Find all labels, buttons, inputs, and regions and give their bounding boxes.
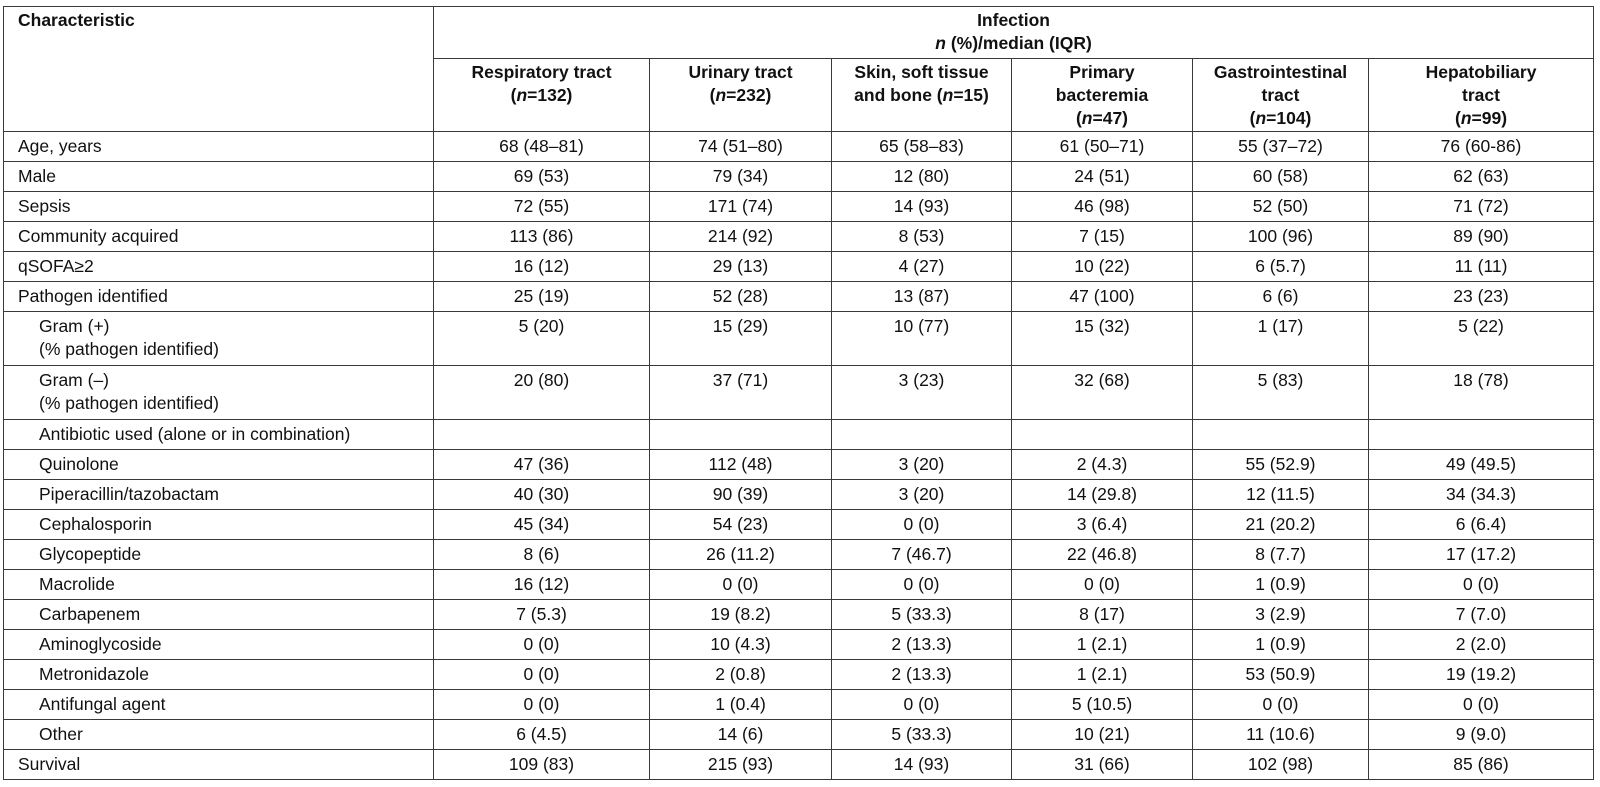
table-row (4, 690, 1594, 720)
table-row (4, 282, 1594, 312)
table-cell: 0 (0) (434, 690, 650, 720)
table-body (4, 132, 1594, 780)
table-cell: 3 (20) (832, 450, 1012, 480)
table-cell: 45 (34) (434, 510, 650, 540)
row-label (4, 132, 434, 162)
table-cell: 54 (23) (650, 510, 832, 540)
row-label-text: Gram (–) (39, 370, 109, 390)
column-header-skin-soft-tissue-bone: Skin, soft tissue and bone (n=15) (832, 59, 1012, 132)
table-cell: 1 (2.1) (1012, 660, 1193, 690)
table-cell: 5 (33.3) (832, 600, 1012, 630)
table-cell: 17 (17.2) (1369, 540, 1594, 570)
row-label-text: Other (39, 724, 83, 744)
table-cell: 5 (33.3) (832, 720, 1012, 750)
table-cell: 74 (51–80) (650, 132, 832, 162)
row-label-text: Antibiotic used (alone or in combination) (39, 424, 351, 444)
table-cell: 10 (4.3) (650, 630, 832, 660)
row-label-text: Metronidazole (39, 664, 149, 684)
table-cell: 79 (34) (650, 162, 832, 192)
table-cell: 7 (46.7) (832, 540, 1012, 570)
table-cell: 171 (74) (650, 192, 832, 222)
table-cell: 0 (0) (832, 570, 1012, 600)
table-cell: 6 (6.4) (1369, 510, 1594, 540)
table-cell: 0 (0) (832, 690, 1012, 720)
table-cell: 52 (50) (1193, 192, 1369, 222)
table-row (4, 600, 1594, 630)
column-header-primary-bacteremia: Primary bacteremia (n=47) (1012, 59, 1193, 132)
row-label (4, 420, 434, 450)
table-cell: 5 (20) (434, 312, 650, 366)
table-cell: 215 (93) (650, 750, 832, 780)
table-cell: 0 (0) (1193, 690, 1369, 720)
table-cell: 31 (66) (1012, 750, 1193, 780)
table-cell: 2 (4.3) (1012, 450, 1193, 480)
table-cell: 55 (52.9) (1193, 450, 1369, 480)
table-cell: 6 (5.7) (1193, 252, 1369, 282)
table-cell: 62 (63) (1369, 162, 1594, 192)
table-cell: 13 (87) (832, 282, 1012, 312)
table-cell: 100 (96) (1193, 222, 1369, 252)
table-cell: 14 (93) (832, 192, 1012, 222)
table-cell: 37 (71) (650, 366, 832, 420)
table-cell: 7 (7.0) (1369, 600, 1594, 630)
table-cell: 18 (78) (1369, 366, 1594, 420)
table-cell: 20 (80) (434, 366, 650, 420)
group-header-row (4, 7, 1594, 59)
table-cell: 24 (51) (1012, 162, 1193, 192)
row-label (4, 600, 434, 630)
table-cell: 3 (20) (832, 480, 1012, 510)
table-row (4, 660, 1594, 690)
table-cell: 15 (29) (650, 312, 832, 366)
table-cell: 16 (12) (434, 252, 650, 282)
row-label (4, 222, 434, 252)
row-label-text: Community acquired (18, 226, 179, 246)
table-cell: 12 (80) (832, 162, 1012, 192)
table-cell (832, 420, 1012, 450)
table-cell: 10 (21) (1012, 720, 1193, 750)
table-cell: 10 (77) (832, 312, 1012, 366)
table-cell: 19 (19.2) (1369, 660, 1594, 690)
table-cell (434, 420, 650, 450)
table-cell: 65 (58–83) (832, 132, 1012, 162)
table-cell: 1 (0.4) (650, 690, 832, 720)
row-label (4, 282, 434, 312)
column-header-hepatobiliary: Hepatobiliary tract (n=99) (1369, 59, 1594, 132)
row-label (4, 192, 434, 222)
table-cell: 11 (11) (1369, 252, 1594, 282)
table-cell: 112 (48) (650, 450, 832, 480)
table-row (4, 192, 1594, 222)
row-label (4, 660, 434, 690)
table-cell: 1 (2.1) (1012, 630, 1193, 660)
table-cell: 26 (11.2) (650, 540, 832, 570)
row-label-text: qSOFA≥2 (18, 256, 94, 276)
table-cell: 0 (0) (1369, 570, 1594, 600)
table-cell: 55 (37–72) (1193, 132, 1369, 162)
table-cell: 8 (17) (1012, 600, 1193, 630)
table-cell: 71 (72) (1369, 192, 1594, 222)
table-cell: 22 (46.8) (1012, 540, 1193, 570)
table-cell: 14 (29.8) (1012, 480, 1193, 510)
row-label-text: Macrolide (39, 574, 115, 594)
table-cell: 0 (0) (650, 570, 832, 600)
table-cell: 16 (12) (434, 570, 650, 600)
table-cell: 8 (7.7) (1193, 540, 1369, 570)
table-row (4, 540, 1594, 570)
table-cell: 14 (6) (650, 720, 832, 750)
row-label (4, 252, 434, 282)
table-cell: 113 (86) (434, 222, 650, 252)
table-cell: 8 (53) (832, 222, 1012, 252)
row-label-text: Age, years (18, 136, 102, 156)
table-cell: 10 (22) (1012, 252, 1193, 282)
table-cell: 68 (48–81) (434, 132, 650, 162)
table-cell: 2 (13.3) (832, 630, 1012, 660)
table-cell: 76 (60-86) (1369, 132, 1594, 162)
row-label-text: Sepsis (18, 196, 71, 216)
table-cell: 0 (0) (832, 510, 1012, 540)
table-cell: 5 (22) (1369, 312, 1594, 366)
table-cell: 15 (32) (1012, 312, 1193, 366)
table-row (4, 630, 1594, 660)
infection-subtitle: n (%)/median (IQR) (935, 33, 1092, 53)
table-cell: 19 (8.2) (650, 600, 832, 630)
table-row (4, 252, 1594, 282)
table-row (4, 570, 1594, 600)
table-cell: 89 (90) (1369, 222, 1594, 252)
row-label-text: Piperacillin/tazobactam (39, 484, 219, 504)
table-cell: 3 (6.4) (1012, 510, 1193, 540)
table-row (4, 450, 1594, 480)
row-label (4, 630, 434, 660)
table-row (4, 312, 1594, 366)
column-header-urinary: Urinary tract (n=232) (650, 59, 832, 132)
column-header-gastrointestinal: Gastrointestinal tract (n=104) (1193, 59, 1369, 132)
table-cell: 2 (2.0) (1369, 630, 1594, 660)
table-row (4, 366, 1594, 420)
table-cell: 60 (58) (1193, 162, 1369, 192)
table-cell: 6 (6) (1193, 282, 1369, 312)
row-label-text: Pathogen identified (18, 286, 168, 306)
table-container (3, 6, 1594, 780)
table-cell: 49 (49.5) (1369, 450, 1594, 480)
table-cell: 3 (2.9) (1193, 600, 1369, 630)
table-cell: 4 (27) (832, 252, 1012, 282)
table-cell: 0 (0) (434, 630, 650, 660)
table-cell: 85 (86) (1369, 750, 1594, 780)
table-cell: 69 (53) (434, 162, 650, 192)
row-label (4, 312, 434, 366)
table-cell: 14 (93) (832, 750, 1012, 780)
row-label (4, 690, 434, 720)
table-cell: 90 (39) (650, 480, 832, 510)
table-cell: 47 (100) (1012, 282, 1193, 312)
table-cell (1369, 420, 1594, 450)
table-row (4, 480, 1594, 510)
table-row (4, 720, 1594, 750)
row-label-text: Gram (+) (39, 316, 110, 336)
table-cell: 0 (0) (1012, 570, 1193, 600)
table-cell: 9 (9.0) (1369, 720, 1594, 750)
table-cell: 1 (0.9) (1193, 630, 1369, 660)
table-cell: 2 (13.3) (832, 660, 1012, 690)
row-label (4, 750, 434, 780)
row-label (4, 480, 434, 510)
row-label (4, 366, 434, 420)
table-cell: 34 (34.3) (1369, 480, 1594, 510)
table-row (4, 510, 1594, 540)
row-label (4, 570, 434, 600)
table-cell: 40 (30) (434, 480, 650, 510)
table-cell: 25 (19) (434, 282, 650, 312)
table-cell: 23 (23) (1369, 282, 1594, 312)
table-cell: 109 (83) (434, 750, 650, 780)
table-cell: 47 (36) (434, 450, 650, 480)
table-cell: 72 (55) (434, 192, 650, 222)
row-label (4, 720, 434, 750)
row-label-text: Male (18, 166, 56, 186)
infection-characteristics-table (3, 6, 1594, 780)
table-cell: 11 (10.6) (1193, 720, 1369, 750)
table-cell: 1 (17) (1193, 312, 1369, 366)
characteristic-header: Characteristic (4, 7, 434, 132)
table-cell: 3 (23) (832, 366, 1012, 420)
table-cell: 7 (5.3) (434, 600, 650, 630)
table-cell: 7 (15) (1012, 222, 1193, 252)
table-row (4, 222, 1594, 252)
row-label-text: Cephalosporin (39, 514, 152, 534)
row-label-text: Antifungal agent (39, 694, 166, 714)
table-cell: 0 (0) (434, 660, 650, 690)
table-cell: 61 (50–71) (1012, 132, 1193, 162)
table-cell: 46 (98) (1012, 192, 1193, 222)
table-row (4, 132, 1594, 162)
row-label-subtext: (% pathogen identified) (39, 339, 219, 359)
row-label-subtext: (% pathogen identified) (39, 393, 219, 413)
row-label-text: Quinolone (39, 454, 119, 474)
infection-group-header (434, 7, 1594, 59)
row-label-text: Glycopeptide (39, 544, 142, 564)
row-label (4, 510, 434, 540)
infection-title: Infection (977, 10, 1050, 30)
table-cell: 32 (68) (1012, 366, 1193, 420)
row-label (4, 162, 434, 192)
table-row (4, 162, 1594, 192)
table-cell: 53 (50.9) (1193, 660, 1369, 690)
table-cell: 5 (83) (1193, 366, 1369, 420)
row-label (4, 450, 434, 480)
table-cell: 21 (20.2) (1193, 510, 1369, 540)
table-cell: 214 (92) (650, 222, 832, 252)
row-label (4, 540, 434, 570)
table-cell: 8 (6) (434, 540, 650, 570)
table-cell (650, 420, 832, 450)
table-cell: 102 (98) (1193, 750, 1369, 780)
table-cell: 2 (0.8) (650, 660, 832, 690)
table-cell: 1 (0.9) (1193, 570, 1369, 600)
table-cell (1193, 420, 1369, 450)
row-label-text: Survival (18, 754, 81, 774)
table-cell: 0 (0) (1369, 690, 1594, 720)
table-cell: 52 (28) (650, 282, 832, 312)
table-row (4, 420, 1594, 450)
table-cell: 5 (10.5) (1012, 690, 1193, 720)
table-cell: 12 (11.5) (1193, 480, 1369, 510)
row-label-text: Aminoglycoside (39, 634, 162, 654)
row-label-text: Carbapenem (39, 604, 141, 624)
table-cell: 6 (4.5) (434, 720, 650, 750)
column-header-respiratory: Respiratory tract (n=132) (434, 59, 650, 132)
table-cell (1012, 420, 1193, 450)
table-cell: 29 (13) (650, 252, 832, 282)
table-row (4, 750, 1594, 780)
